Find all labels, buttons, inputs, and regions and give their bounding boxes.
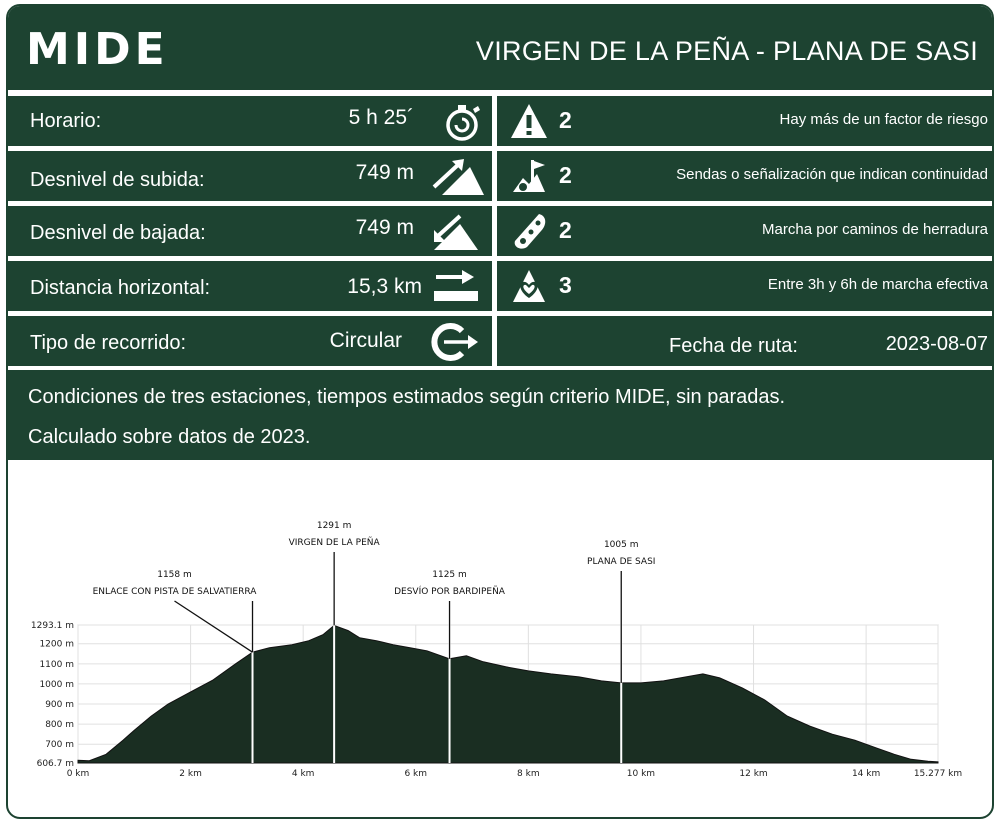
route-date	[497, 316, 992, 366]
y-tick-label: 800 m	[45, 720, 74, 731]
stats-row-5	[8, 316, 992, 366]
y-tick-label: 700 m	[45, 740, 74, 751]
y-tick-label: 1293.1 m	[30, 621, 74, 631]
stopwatch-icon	[440, 102, 484, 147]
y-tick-label: 1000 m	[39, 679, 74, 690]
stat-label: Desnivel de bajada:	[30, 222, 206, 244]
elevation-profile-chart	[16, 475, 988, 805]
stat-value: 749 m	[355, 161, 414, 184]
stats-row-1	[8, 96, 992, 146]
effort-icon	[509, 266, 549, 311]
mide-text: Hay más de un factor de riesgo	[779, 111, 988, 128]
stat-label: Distancia horizontal:	[30, 277, 211, 299]
distance-icon	[430, 267, 480, 312]
note-line-2: Calculado sobre datos de 2023.	[28, 426, 311, 448]
stats-row-2	[8, 151, 992, 201]
stat-horario	[8, 96, 492, 146]
header-bar	[8, 6, 992, 90]
stat-value: 5 h 25´	[348, 106, 414, 129]
mide-logo-graphic	[26, 28, 196, 68]
notes-panel	[8, 370, 992, 460]
stat-label: Horario:	[30, 110, 102, 132]
footprint-icon	[509, 211, 549, 256]
x-tick-label: 15.277 km	[913, 769, 963, 779]
x-tick-label: 2 km	[179, 769, 202, 779]
stats-row-3	[8, 206, 992, 256]
mide-terrain	[497, 206, 992, 256]
x-tick-label: 8 km	[517, 769, 540, 779]
x-tick-label: 0 km	[66, 769, 90, 779]
mide-logo	[26, 28, 196, 73]
waypoint-elevation-label: 1125 m	[432, 570, 467, 580]
waypoint-name-label: VIRGEN DE LA PEÑA	[288, 538, 380, 548]
stat-route-type	[8, 316, 492, 366]
stat-distance	[8, 261, 492, 311]
waypoint-elevation-label: 1291 m	[316, 521, 352, 531]
mide-orientation	[497, 151, 992, 201]
mide-text: Sendas o señalización que indican continuidad	[676, 166, 988, 183]
stat-value: 15,3 km	[347, 275, 422, 298]
risk-warning-icon	[509, 101, 549, 146]
waypoint-elevation-label: 1158 m	[157, 570, 192, 580]
stat-label: Tipo de recorrido:	[30, 332, 186, 354]
mide-text: Marcha por caminos de herradura	[762, 221, 988, 238]
waypoint-name-label: DESVÍO POR BARDIPEÑA	[394, 587, 505, 597]
x-tick-label: 4 km	[291, 769, 315, 779]
waypoint-elevation-label: 1005 m	[603, 540, 639, 550]
stat-value: Circular	[329, 329, 402, 352]
mide-score: 2	[559, 162, 572, 188]
mide-score: 2	[559, 107, 572, 133]
mide-text: Entre 3h y 6h de marcha efectiva	[767, 276, 988, 293]
mide-score: 2	[559, 217, 572, 243]
mide-card	[6, 4, 994, 819]
mide-score: 3	[559, 272, 572, 298]
date-value: 2023-08-07	[885, 333, 988, 355]
stat-ascent	[8, 151, 492, 201]
y-tick-label: 606.7 m	[36, 759, 74, 769]
mide-risk	[497, 96, 992, 146]
orientation-icon	[509, 156, 549, 201]
descent-icon	[430, 212, 486, 257]
x-tick-label: 10 km	[626, 769, 656, 779]
x-tick-label: 14 km	[851, 769, 881, 779]
stat-label: Desnivel de subida:	[30, 169, 205, 191]
elevation-profile-svg	[16, 475, 988, 805]
logo-text: MIDE	[26, 28, 169, 68]
waypoint-name-label: PLANA DE SASI	[587, 557, 656, 567]
circular-route-icon	[428, 321, 480, 368]
y-tick-label: 1100 m	[39, 659, 74, 670]
stat-descent	[8, 206, 492, 256]
date-label: Fecha de ruta:	[669, 335, 798, 357]
y-tick-label: 900 m	[45, 700, 74, 711]
ascent-icon	[430, 157, 486, 202]
x-tick-label: 12 km	[739, 769, 768, 779]
mide-effort	[497, 261, 992, 311]
x-tick-label: 6 km	[404, 769, 428, 779]
y-tick-label: 1200 m	[39, 639, 74, 650]
stats-row-4	[8, 261, 992, 311]
stat-value: 749 m	[355, 216, 414, 239]
note-line-1: Condiciones de tres estaciones, tiempos estimados según criterio MIDE, sin paradas.	[28, 386, 786, 408]
waypoint-name-label: ENLACE CON PISTA DE SALVATIERRA	[92, 587, 257, 597]
route-title: VIRGEN DE LA PEÑA - PLANA DE SASI	[475, 36, 978, 66]
